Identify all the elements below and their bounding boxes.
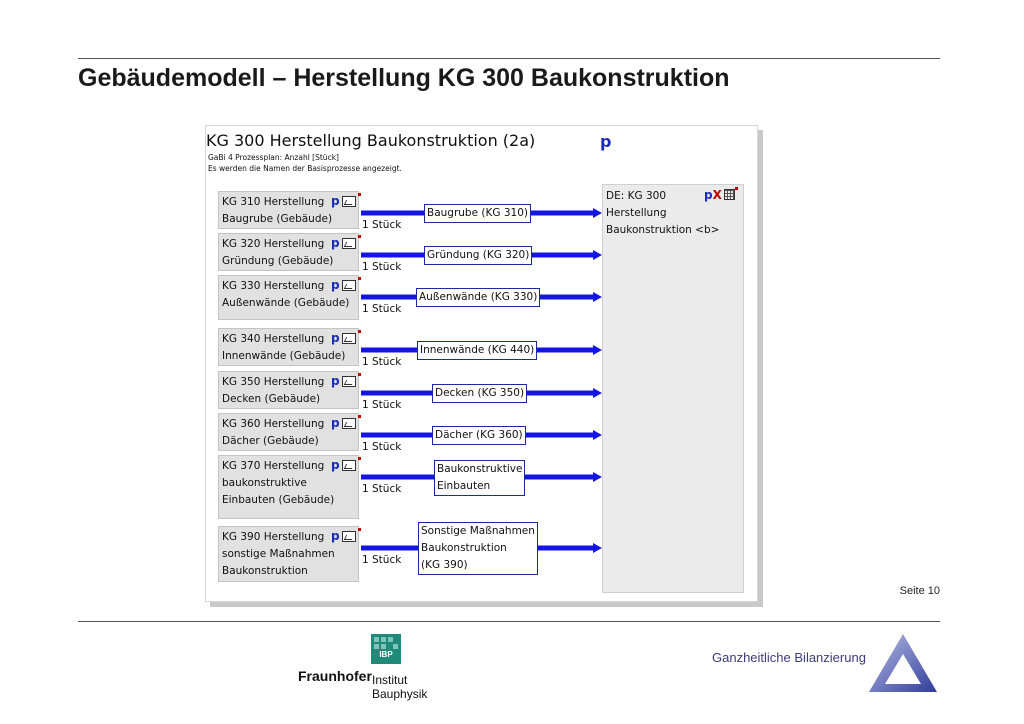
marker-dot-icon [735, 187, 738, 190]
flow-label-line: Gründung (KG 320) [427, 249, 530, 261]
process-label-line: Außenwände (Gebäude) [222, 297, 350, 309]
flow-quantity: 1 Stück [362, 356, 402, 368]
process-p-marker: p [331, 194, 340, 208]
bottom-rule [78, 621, 940, 622]
process-label-line: KG 330 Herstellung [222, 280, 325, 292]
target-line-1: DE: KG 300 [606, 190, 666, 202]
image-icon[interactable] [342, 196, 356, 207]
process-label-line: Baukonstruktion [222, 565, 308, 577]
process-label-line: Gründung (Gebäude) [222, 255, 334, 267]
flow-arrow-head [593, 345, 602, 355]
process-label-line: sonstige Maßnahmen [222, 548, 335, 560]
ibp-logo-grid [371, 634, 401, 664]
marker-dot-icon [358, 193, 361, 196]
process-label-line: Decken (Gebäude) [222, 393, 321, 405]
flow-quantity: 1 Stück [362, 483, 402, 495]
process-label-line: baukonstruktive [222, 477, 307, 489]
process-label-line: KG 350 Herstellung [222, 376, 325, 388]
flow-label-line: Baugrube (KG 310) [427, 207, 528, 219]
flow-label-line: Sonstige Maßnahmen [421, 525, 535, 537]
page-number: Seite 10 [899, 585, 940, 597]
flow-arrow-head [593, 430, 602, 440]
flow-quantity: 1 Stück [362, 441, 402, 453]
image-icon[interactable] [342, 531, 356, 542]
target-icons [704, 187, 738, 205]
flow-label[interactable] [418, 522, 538, 575]
top-rule [78, 58, 940, 59]
ibp-logo [371, 634, 401, 664]
target-p-marker: p [704, 188, 713, 202]
process-label-line: Baugrube (Gebäude) [222, 213, 333, 225]
flow-label-line: Baukonstruktion [421, 542, 507, 554]
institute-line-2: Bauphysik [372, 687, 428, 701]
flow-arrow-head [593, 292, 602, 302]
image-icon[interactable] [342, 418, 356, 429]
process-p-marker: p [331, 278, 340, 292]
process-box[interactable] [218, 191, 359, 229]
flow-label[interactable] [434, 460, 525, 496]
process-label-line: KG 310 Herstellung [222, 196, 325, 208]
gabi-process-plan [205, 125, 758, 602]
flow-label-line: Dächer (KG 360) [435, 429, 523, 441]
plan-title: KG 300 Herstellung Baukonstruktion (2a) [206, 131, 536, 150]
slide-title: Gebäudemodell – Herstellung KG 300 Baukonstruktion [78, 64, 730, 92]
target-process[interactable] [602, 184, 744, 593]
flow-quantity: 1 Stück [362, 554, 402, 566]
process-box[interactable] [218, 413, 359, 451]
process-label-line: KG 340 Herstellung [222, 333, 325, 345]
flow-label-line: (KG 390) [421, 559, 468, 571]
process-box[interactable] [218, 233, 359, 271]
process-label-line: KG 370 Herstellung [222, 460, 325, 472]
process-label-line: Dächer (Gebäude) [222, 435, 319, 447]
flow-label[interactable] [424, 246, 532, 265]
marker-dot-icon [358, 415, 361, 418]
marker-dot-icon [358, 330, 361, 333]
flow-label-line: Außenwände (KG 330) [419, 291, 538, 303]
grid-icon[interactable] [724, 189, 735, 200]
process-box[interactable] [218, 275, 359, 320]
flow-label-line: Decken (KG 350) [435, 387, 525, 399]
target-x-icon[interactable]: X [712, 188, 722, 202]
flow-arrow-head [593, 388, 602, 398]
process-p-marker: p [331, 236, 340, 250]
process-p-marker: p [331, 331, 340, 345]
ibp-logo-text: IBP [379, 650, 393, 659]
image-icon[interactable] [342, 460, 356, 471]
flow-label[interactable] [424, 204, 531, 223]
flow-label-line: Baukonstruktive [437, 462, 523, 475]
image-icon[interactable] [342, 376, 356, 387]
fraunhofer-logo-text: Fraunhofer [298, 668, 372, 684]
flow-label[interactable] [416, 288, 540, 307]
institute-line-1: Institut [372, 673, 408, 687]
flow-label[interactable] [432, 384, 527, 403]
process-label-line: KG 390 Herstellung [222, 531, 325, 543]
flow-quantity: 1 Stück [362, 399, 402, 411]
plan-subtitle-2: Es werden die Namen der Basisprozesse angezeigt. [208, 164, 402, 173]
process-box[interactable] [218, 455, 359, 519]
process-p-marker: p [331, 416, 340, 430]
plan-subtitle-1: GaBi 4 Prozessplan: Anzahl [Stück] [208, 153, 339, 162]
process-p-marker: p [331, 529, 340, 543]
process-p-marker: p [331, 458, 340, 472]
triangle-logo-icon [867, 632, 939, 694]
flow-quantity: 1 Stück [362, 303, 402, 315]
flow-arrow-head [593, 208, 602, 218]
process-label-line: KG 360 Herstellung [222, 418, 325, 430]
marker-dot-icon [358, 235, 361, 238]
flow-quantity: 1 Stück [362, 219, 402, 231]
flow-label-line: Einbauten [437, 479, 491, 492]
marker-dot-icon [358, 457, 361, 460]
process-box[interactable] [218, 526, 359, 582]
target-line-3: Baukonstruktion <b> [606, 224, 720, 236]
flow-arrow-head [593, 250, 602, 260]
process-label-line: Innenwände (Gebäude) [222, 350, 346, 362]
marker-dot-icon [358, 277, 361, 280]
process-box[interactable] [218, 328, 359, 366]
flow-label-line: Innenwände (KG 440) [420, 344, 535, 356]
image-icon[interactable] [342, 280, 356, 291]
flow-arrow-head [593, 472, 602, 482]
target-line-2: Herstellung [606, 207, 667, 219]
marker-dot-icon [358, 373, 361, 376]
image-icon[interactable] [342, 333, 356, 344]
flow-arrow-head [593, 543, 602, 553]
footer-tagline: Ganzheitliche Bilanzierung [712, 650, 866, 665]
flow-label[interactable] [417, 341, 537, 360]
image-icon[interactable] [342, 238, 356, 249]
process-label-line: Einbauten (Gebäude) [222, 494, 335, 506]
marker-dot-icon [358, 528, 361, 531]
flow-label[interactable] [432, 426, 526, 445]
process-p-marker: p [331, 374, 340, 388]
process-label-line: KG 320 Herstellung [222, 238, 325, 250]
process-box[interactable] [218, 371, 359, 409]
flow-quantity: 1 Stück [362, 261, 402, 273]
plan-p-marker: p [600, 132, 612, 151]
